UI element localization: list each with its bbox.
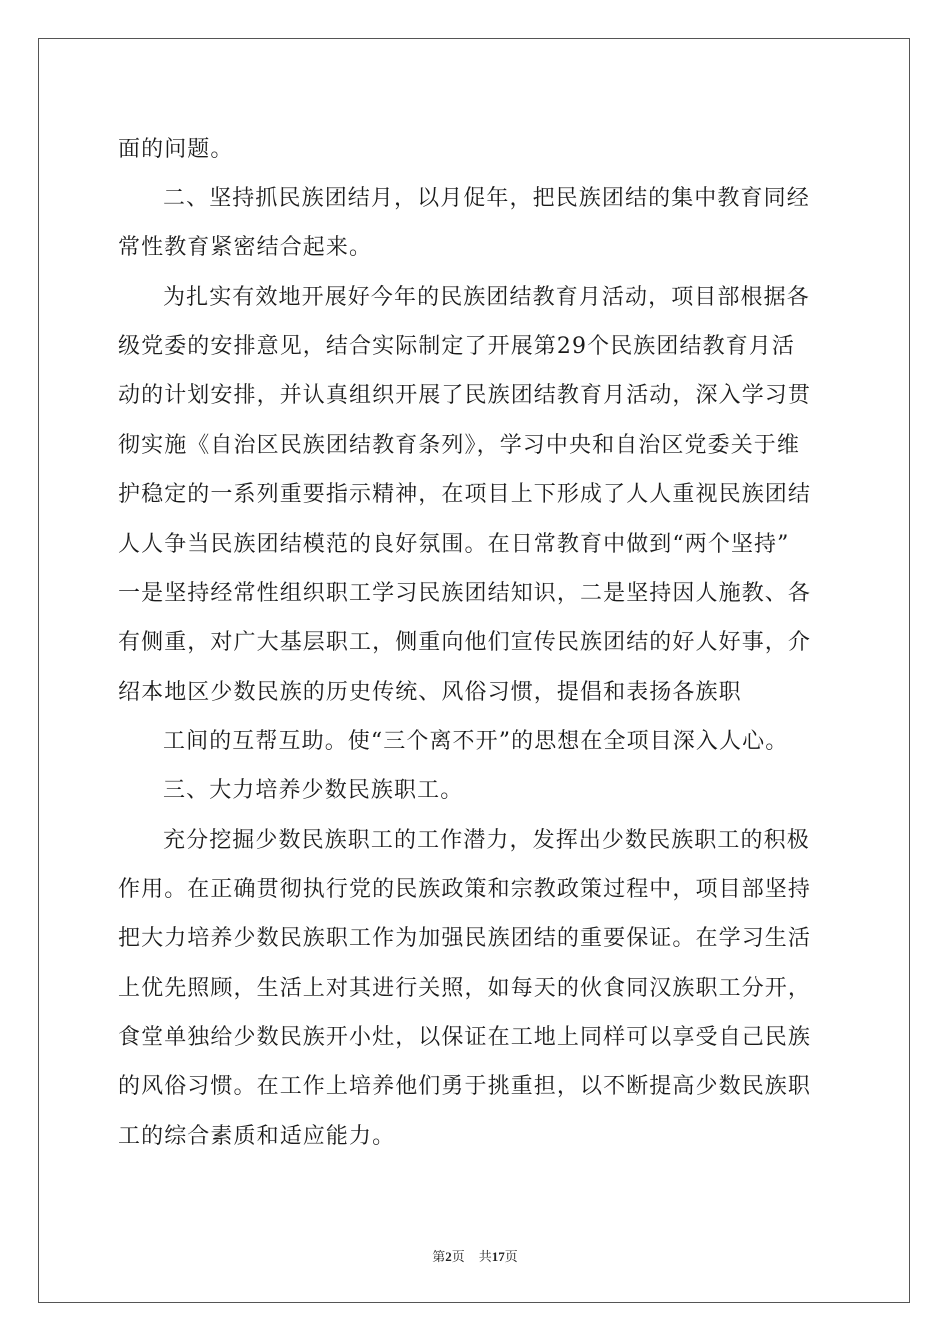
text-line: 面的问题。	[118, 137, 234, 162]
page-suffix: 页	[451, 1249, 465, 1264]
total-prefix: 共	[478, 1249, 492, 1264]
text-line: 绍本地区少数民族的历史传统、风俗习惯，提倡和表扬各族职	[118, 680, 742, 705]
text-line: 食堂单独给少数民族开小灶，以保证在工地上同样可以享受自己民族	[118, 1025, 812, 1050]
section-heading: 二、坚持抓民族团结月，以月促年，把民族团结的集中教育同经	[163, 186, 810, 211]
text-line: 上优先照顾，生活上对其进行关照，如每天的伙食同汉族职工分开，	[118, 976, 812, 1001]
section-heading: 三、大力培养少数民族职工。	[163, 778, 464, 803]
text-line: 一是坚持经常性组织职工学习民族团结知识，二是坚持因人施教、各	[118, 581, 812, 606]
page-prefix: 第	[432, 1249, 446, 1264]
total-suffix: 页	[504, 1249, 518, 1264]
text-line: 充分挖掘少数民族职工的工作潜力，发挥出少数民族职工的积极	[163, 828, 810, 853]
text-line: 工间的互帮互助。使“三个离不开”的思想在全项目深入人心。	[163, 729, 789, 754]
text-line: 级党委的安排意见，结合实际制定了开展第29个民族团结教育月活	[118, 334, 795, 359]
page-footer	[0, 1249, 950, 1265]
text-line: 常性教育紧密结合起来。	[118, 235, 373, 260]
text-line: 的风俗习惯。在工作上培养他们勇于挑重担，以不断提高少数民族职	[118, 1074, 812, 1099]
text-line: 彻实施《自治区民族团结教育条列》，学习中央和自治区党委关于维	[118, 433, 801, 458]
text-line: 工的综合素质和适应能力。	[118, 1124, 396, 1149]
total-pages: 17	[491, 1249, 505, 1264]
text-line: 动的计划安排，并认真组织开展了民族团结教育月活动，深入学习贯	[118, 383, 812, 408]
text-line: 把大力培养少数民族职工作为加强民族团结的重要保证。在学习生活	[118, 926, 812, 951]
text-line: 有侧重，对广大基层职工，侧重向他们宣传民族团结的好人好事，介	[118, 630, 812, 655]
text-line: 作用。在正确贯彻执行党的民族政策和宗教政策过程中，项目部坚持	[118, 877, 812, 902]
text-line: 为扎实有效地开展好今年的民族团结教育月活动，项目部根据各	[163, 285, 810, 310]
text-line: 人人争当民族团结模范的良好氛围。在日常教育中做到“两个坚持”	[118, 532, 790, 557]
page-number: 2	[445, 1249, 452, 1264]
page-border	[38, 38, 910, 1303]
text-line: 护稳定的一系列重要指示精神，在项目上下形成了人人重视民族团结	[118, 482, 812, 507]
